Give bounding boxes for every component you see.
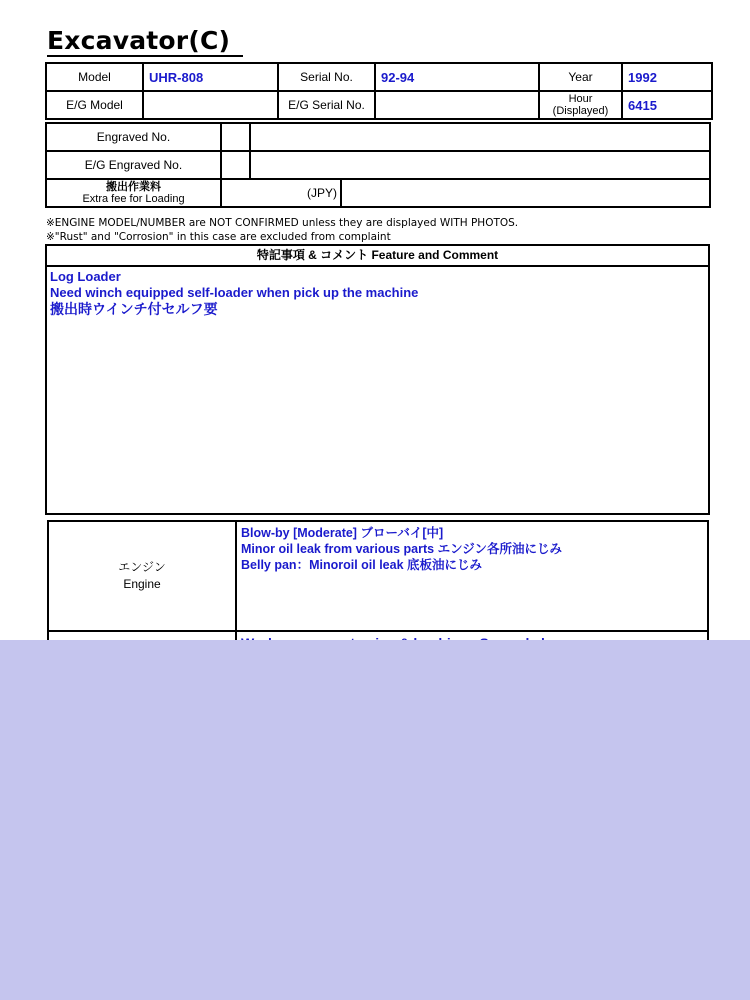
note-rust: ※"Rust" and "Corrosion" in this case are excluded from complaint bbox=[46, 231, 391, 243]
engraved-table bbox=[45, 122, 711, 208]
fee-label bbox=[46, 179, 221, 207]
model-label: Model bbox=[46, 63, 143, 91]
fee-value bbox=[341, 179, 710, 207]
feature-line: 搬出時ウインチ付セルフ要 bbox=[50, 301, 218, 317]
eg-engraved-cell-a bbox=[221, 151, 250, 179]
engine-line: Minor oil leak from various parts エンジン各所油にじみ bbox=[241, 542, 562, 556]
feature-header: 特記事項 & コメント Feature and Comment bbox=[47, 246, 708, 267]
engine-line: Belly pan：Minoroil oil leak 底板油にじみ bbox=[241, 558, 483, 572]
eg-engraved-label: E/G Engraved No. bbox=[46, 151, 221, 179]
hour-label-line2: (Displayed) bbox=[552, 105, 609, 117]
feature-line: Log Loader bbox=[50, 269, 121, 284]
spec-row-eg bbox=[46, 91, 712, 119]
fee-row bbox=[46, 179, 710, 207]
page-title: Excavator(C) bbox=[47, 26, 231, 55]
engine-row bbox=[48, 521, 708, 631]
hour-value: 6415 bbox=[622, 91, 712, 119]
serial-value: 92-94 bbox=[375, 63, 539, 91]
title-underline bbox=[47, 55, 243, 57]
year-label: Year bbox=[539, 63, 622, 91]
engine-label-jp: エンジン bbox=[118, 560, 166, 574]
hour-label bbox=[539, 91, 622, 119]
redaction-overlay bbox=[0, 640, 750, 1000]
note-engine-model: ※ENGINE MODEL/NUMBER are NOT CONFIRMED unless they are displayed WITH PHOTOS. bbox=[46, 217, 519, 229]
fee-label-en: Extra fee for Loading bbox=[82, 193, 185, 205]
engine-line: Blow-by [Moderate] ブローバイ[中] bbox=[241, 526, 444, 540]
spec-row-model bbox=[46, 63, 712, 91]
engraved-row bbox=[46, 123, 710, 151]
model-value: UHR-808 bbox=[143, 63, 278, 91]
hour-label-line1: Hour bbox=[568, 93, 593, 105]
engraved-value bbox=[250, 123, 710, 151]
serial-label: Serial No. bbox=[278, 63, 375, 91]
engraved-label: Engraved No. bbox=[46, 123, 221, 151]
eg-serial-value bbox=[375, 91, 539, 119]
feature-line: Need winch equipped self-loader when pick up the machine bbox=[50, 285, 419, 300]
engraved-cell-a bbox=[221, 123, 250, 151]
engine-label bbox=[48, 521, 236, 631]
fee-label-jp: 搬出作業料 bbox=[106, 181, 161, 193]
eg-model-label: E/G Model bbox=[46, 91, 143, 119]
redaction-overlay-notch bbox=[448, 647, 750, 657]
eg-engraved-value bbox=[250, 151, 710, 179]
feature-lines bbox=[47, 267, 708, 319]
year-value: 1992 bbox=[622, 63, 712, 91]
eg-serial-label: E/G Serial No. bbox=[278, 91, 375, 119]
eg-model-value bbox=[143, 91, 278, 119]
spec-table bbox=[45, 62, 713, 120]
engine-label-en: Engine bbox=[123, 577, 161, 591]
fee-currency: (JPY) bbox=[221, 179, 341, 207]
eg-engraved-row bbox=[46, 151, 710, 179]
engine-comments bbox=[236, 521, 708, 631]
feature-box bbox=[45, 244, 710, 515]
